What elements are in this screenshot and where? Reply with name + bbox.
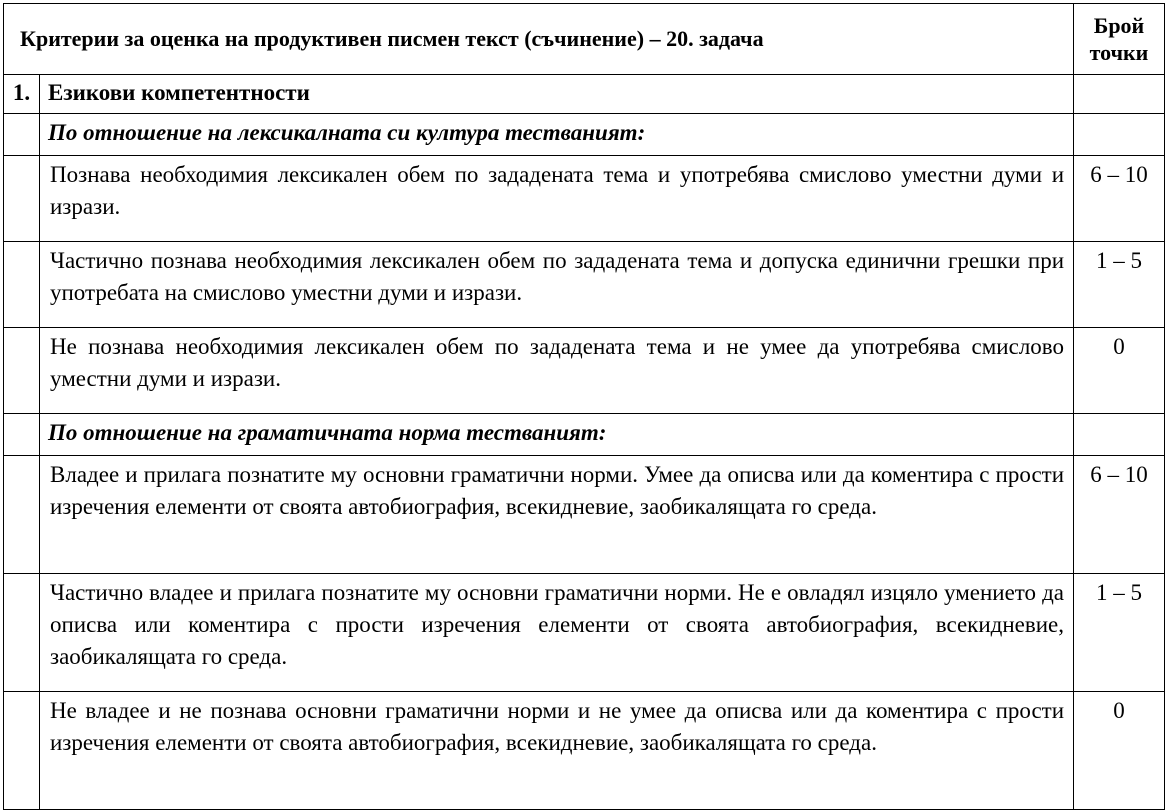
criterion-text: Владее и прилага познатите му основни граматични норми. Умее да описва или да коментира с прости изречения елементи от своята автобиография, всекидневие, заобикалящата го среда.	[40, 456, 1074, 574]
group-heading-row	[4, 114, 1165, 156]
section-row	[4, 75, 1165, 114]
empty-number-cell	[4, 692, 40, 810]
table-row	[4, 574, 1165, 692]
table-row	[4, 456, 1165, 574]
empty-number-cell	[4, 114, 40, 156]
criterion-points: 1 – 5	[1074, 242, 1165, 328]
empty-number-cell	[4, 414, 40, 456]
table-row	[4, 328, 1165, 414]
criterion-points: 0	[1074, 692, 1165, 810]
points-column-header	[1074, 4, 1165, 75]
points-header-line1: Брой	[1093, 13, 1145, 38]
empty-points-cell	[1074, 414, 1165, 456]
section-title: Езикови компетентности	[40, 75, 1074, 114]
empty-number-cell	[4, 328, 40, 414]
table-row	[4, 156, 1165, 242]
group-heading-row	[4, 414, 1165, 456]
criterion-text: Частично познава необходимия лексикален обем по зададената тема и допуска единични грешки при употребата на смислово уместни думи и изрази.	[40, 242, 1074, 328]
criterion-points: 6 – 10	[1074, 156, 1165, 242]
criterion-text: Не владее и не познава основни граматични норми и не умее да описва или да коментира с прости изречения елементи от своята автобиография, всекидневие, заобикалящата го среда.	[40, 692, 1074, 810]
criterion-points: 0	[1074, 328, 1165, 414]
empty-points-cell	[1074, 114, 1165, 156]
criterion-points: 1 – 5	[1074, 574, 1165, 692]
group-heading-lexical: По отношение на лексикалната си култура тестваният:	[40, 114, 1074, 156]
criterion-text: Частично владее и прилага познатите му основни граматични норми. Не е овладял изцяло умението да описва или коментира с прости изречения елементи от своята автобиография, всекидневие, заобикалящата го среда.	[40, 574, 1074, 692]
empty-number-cell	[4, 242, 40, 328]
criterion-points: 6 – 10	[1074, 456, 1165, 574]
section-number: 1.	[4, 75, 40, 114]
table-title: Критерии за оценка на продуктивен писмен текст (съчинение) – 20. задача	[4, 4, 1074, 75]
criterion-text: Познава необходимия лексикален обем по зададената тема и употребява смислово уместни думи и изрази.	[40, 156, 1074, 242]
criterion-text: Не познава необходимия лексикален обем по зададената тема и не умее да употребява смислово уместни думи и изрази.	[40, 328, 1074, 414]
table-row	[4, 692, 1165, 810]
empty-number-cell	[4, 456, 40, 574]
points-header-line2: точки	[1089, 40, 1149, 65]
section-points-cell	[1074, 75, 1165, 114]
group-heading-grammar: По отношение на граматичната норма тестваният:	[40, 414, 1074, 456]
empty-number-cell	[4, 574, 40, 692]
table-header-row	[4, 4, 1165, 75]
empty-number-cell	[4, 156, 40, 242]
criteria-table	[3, 3, 1165, 810]
table-row	[4, 242, 1165, 328]
